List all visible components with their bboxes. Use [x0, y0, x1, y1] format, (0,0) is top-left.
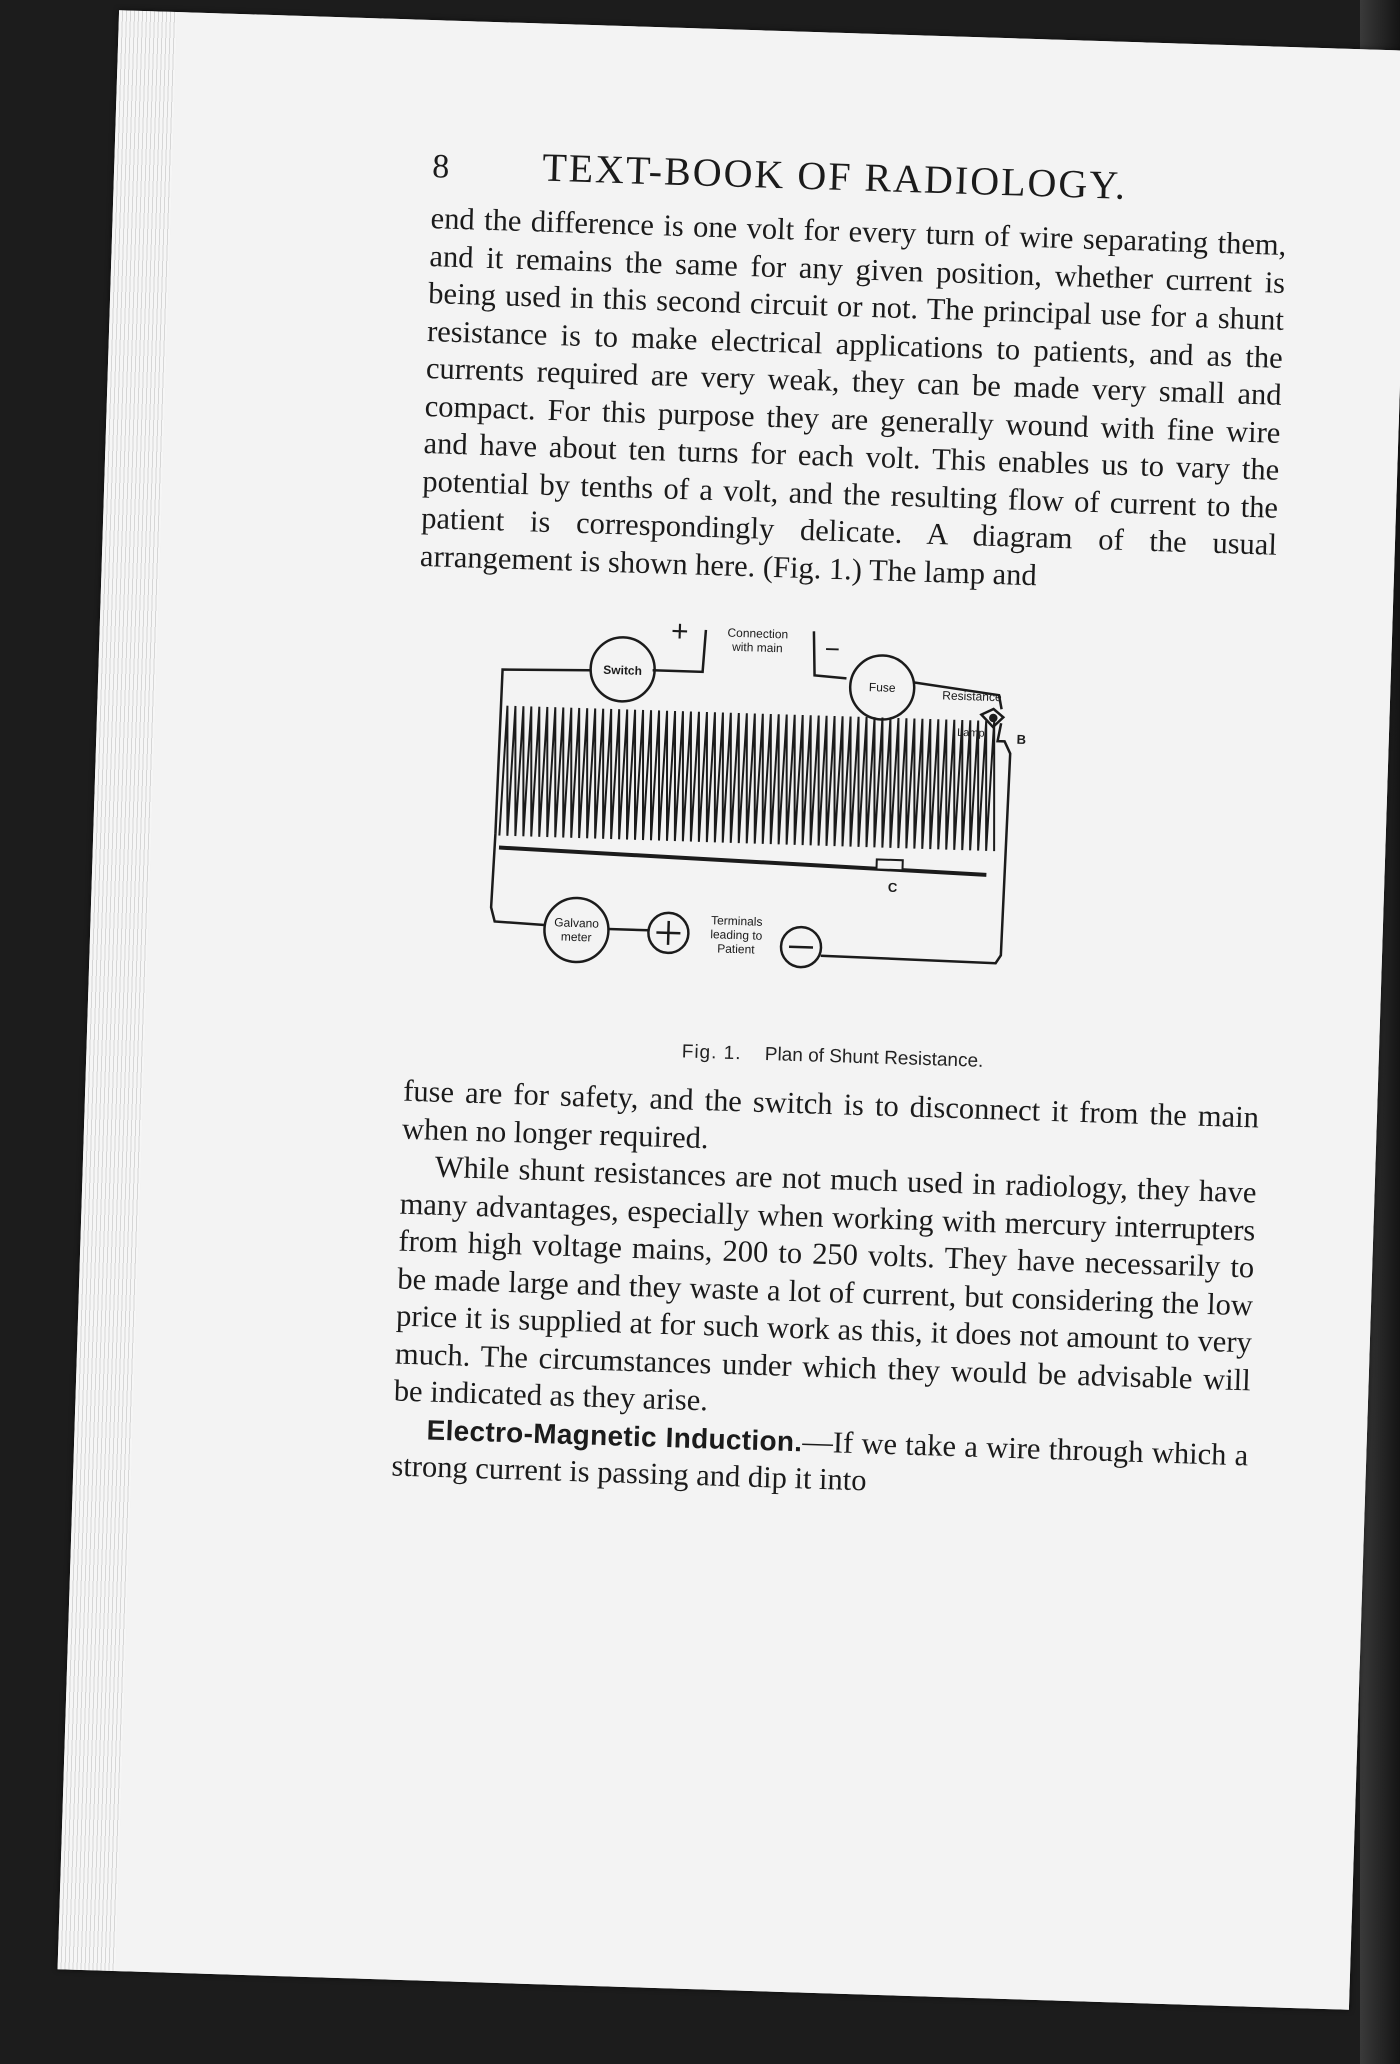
- page-content: [391, 140, 1289, 1512]
- resistance-label: Resistance: [942, 688, 1002, 705]
- terminals-label-1: Terminals: [710, 913, 763, 929]
- galvanometer-label-1: Galvano: [554, 915, 600, 931]
- page-number: 8: [431, 148, 450, 186]
- book-page: [58, 10, 1400, 2010]
- paragraph-2: fuse are for safety, and the switch is to disconnect it from the main when no longer required.: [401, 1073, 1260, 1155]
- main-plus-sign: +: [670, 614, 690, 649]
- slider-bar: [499, 848, 987, 875]
- shunt-resistance-diagram: [483, 607, 1196, 1049]
- coil-windings: [499, 706, 998, 851]
- fuse-label: Fuse: [868, 680, 896, 695]
- figure-1: [482, 607, 1196, 1079]
- paragraph-1: end the difference is one volt for every turn of wire separating them, and it remains the same for any given position, whether current is being used in this second circuit or not. The principal use for a shunt resistance is to make electrical applications to patients, and as the currents required are very weak, they can be made very small and compact. For this purpose they are generally wound with fine wire and have about ten turns for each volt. This enables us to vary the potential by tenths of a volt, and the resulting flow of current to the patient is correspondingly delicate. A diagram of the usual arrangement is shown here. (Fig. 1.) The lamp and: [419, 201, 1287, 592]
- terminals-label-3: Patient: [717, 941, 755, 957]
- lamp-label: Lamp: [956, 726, 985, 740]
- wire-right-side: [821, 718, 1011, 964]
- point-c-label: C: [887, 879, 898, 896]
- connection-label-2: with main: [731, 639, 783, 656]
- resistance-coil: [499, 706, 998, 851]
- paragraph-4-text: —If we take a wire through which a strong current is passing and dip it into: [390, 1423, 1249, 1498]
- main-minus-sign: −: [824, 633, 841, 665]
- slider-contact: [876, 859, 902, 870]
- page-surface: [116, 12, 1400, 2010]
- terminals-label-2: leading to: [710, 927, 763, 943]
- switch-label: Switch: [603, 662, 643, 678]
- wire-galv-to-plus: [608, 929, 648, 930]
- figure-caption-label: Fig. 1.: [681, 1041, 742, 1065]
- paragraph-3: While shunt resistances are not much used in radiology, they have many advantages, especially when working with mercury interrupters from high voltage mains, 200 to 250 volts. They have necessarily to be made large and they waste a lot of current, but considering the low price it is supplied at for such work as this, it does not amount to very much. The circumstances under which they would be advisable will be indicated as they arise.: [393, 1149, 1258, 1418]
- figure-caption-text: Plan of Shunt Resistance.: [764, 1043, 984, 1072]
- connection-label-1: Connection: [727, 625, 789, 642]
- point-b-label: B: [1016, 731, 1027, 748]
- running-title: TEXT-BOOK OF RADIOLOGY.: [541, 144, 1128, 208]
- section-heading: Electro-Magnetic Induction.: [426, 1414, 803, 1457]
- galvanometer-label-2: meter: [560, 929, 592, 945]
